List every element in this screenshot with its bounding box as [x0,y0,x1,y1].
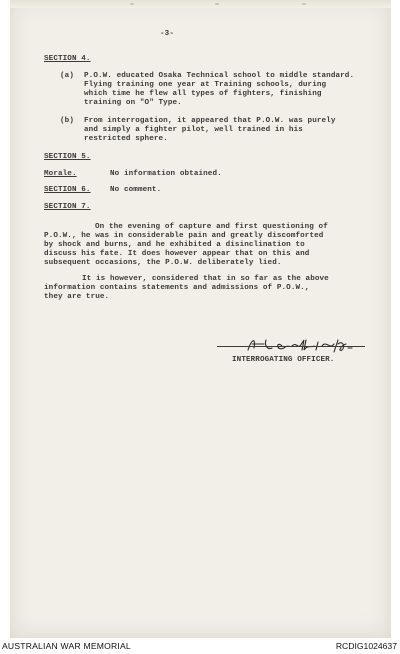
section-7-line: On the evening of capture and first questioning of [95,223,328,231]
section-7-line: information contains statements and admissions of P.O.W., [44,284,310,292]
item-a-label: (a) [60,72,74,80]
archive-name: AUSTRALIAN WAR MEMORIAL [2,641,131,651]
section-7-heading: SECTION 7. [44,203,91,211]
item-a-line: which time he flew all types of fighters, finishing [84,90,322,98]
section-7-line: P.O.W., he was in considerable pain and greatly discomforted [44,232,324,240]
section-7-line: by shock and burns, and he exhibited a disinclination to [44,241,305,249]
item-a-line: P.O.W. educated Osaka Technical school to middle standard. [84,72,355,80]
item-b-line: and simply a fighter pilot, well trained in his [84,126,303,134]
handwritten-signature [242,334,372,356]
section-5-heading: SECTION 5. [44,153,91,161]
item-b-line: restricted sphere. [84,135,168,143]
staple-mark [130,3,134,5]
record-id: RCDIG1024637 [335,641,397,651]
morale-text: No information obtained. [110,170,222,178]
section-6-heading: SECTION 6. [44,186,91,194]
item-b-line: From interrogation, it appeared that P.O.W. was purely [84,117,336,125]
section-7-line: It is however, considered that in so far as the above [82,275,329,283]
signature-line [217,346,365,347]
archive-footer [0,640,400,654]
morale-label: Morale. [44,170,77,178]
section-7-line: subsequent occasions, the P.O.W. deliberately lied. [44,259,282,267]
document-page [10,0,391,638]
staple-mark [302,3,306,5]
section-4-heading: SECTION 4. [44,55,91,63]
item-b-label: (b) [60,117,74,125]
item-a-line: training on "O" Type. [84,99,182,107]
item-a-line: Flying training one year at Training schools, during [84,81,327,89]
page-number: -3- [160,30,174,38]
staple-mark [215,3,219,5]
section-7-line: they are true. [44,293,110,301]
section-7-line: discuss his fate. It does however appear that on this and [44,250,310,258]
signature-title: INTERROGATING OFFICER. [232,356,335,364]
section-6-text: No comment. [110,186,162,194]
